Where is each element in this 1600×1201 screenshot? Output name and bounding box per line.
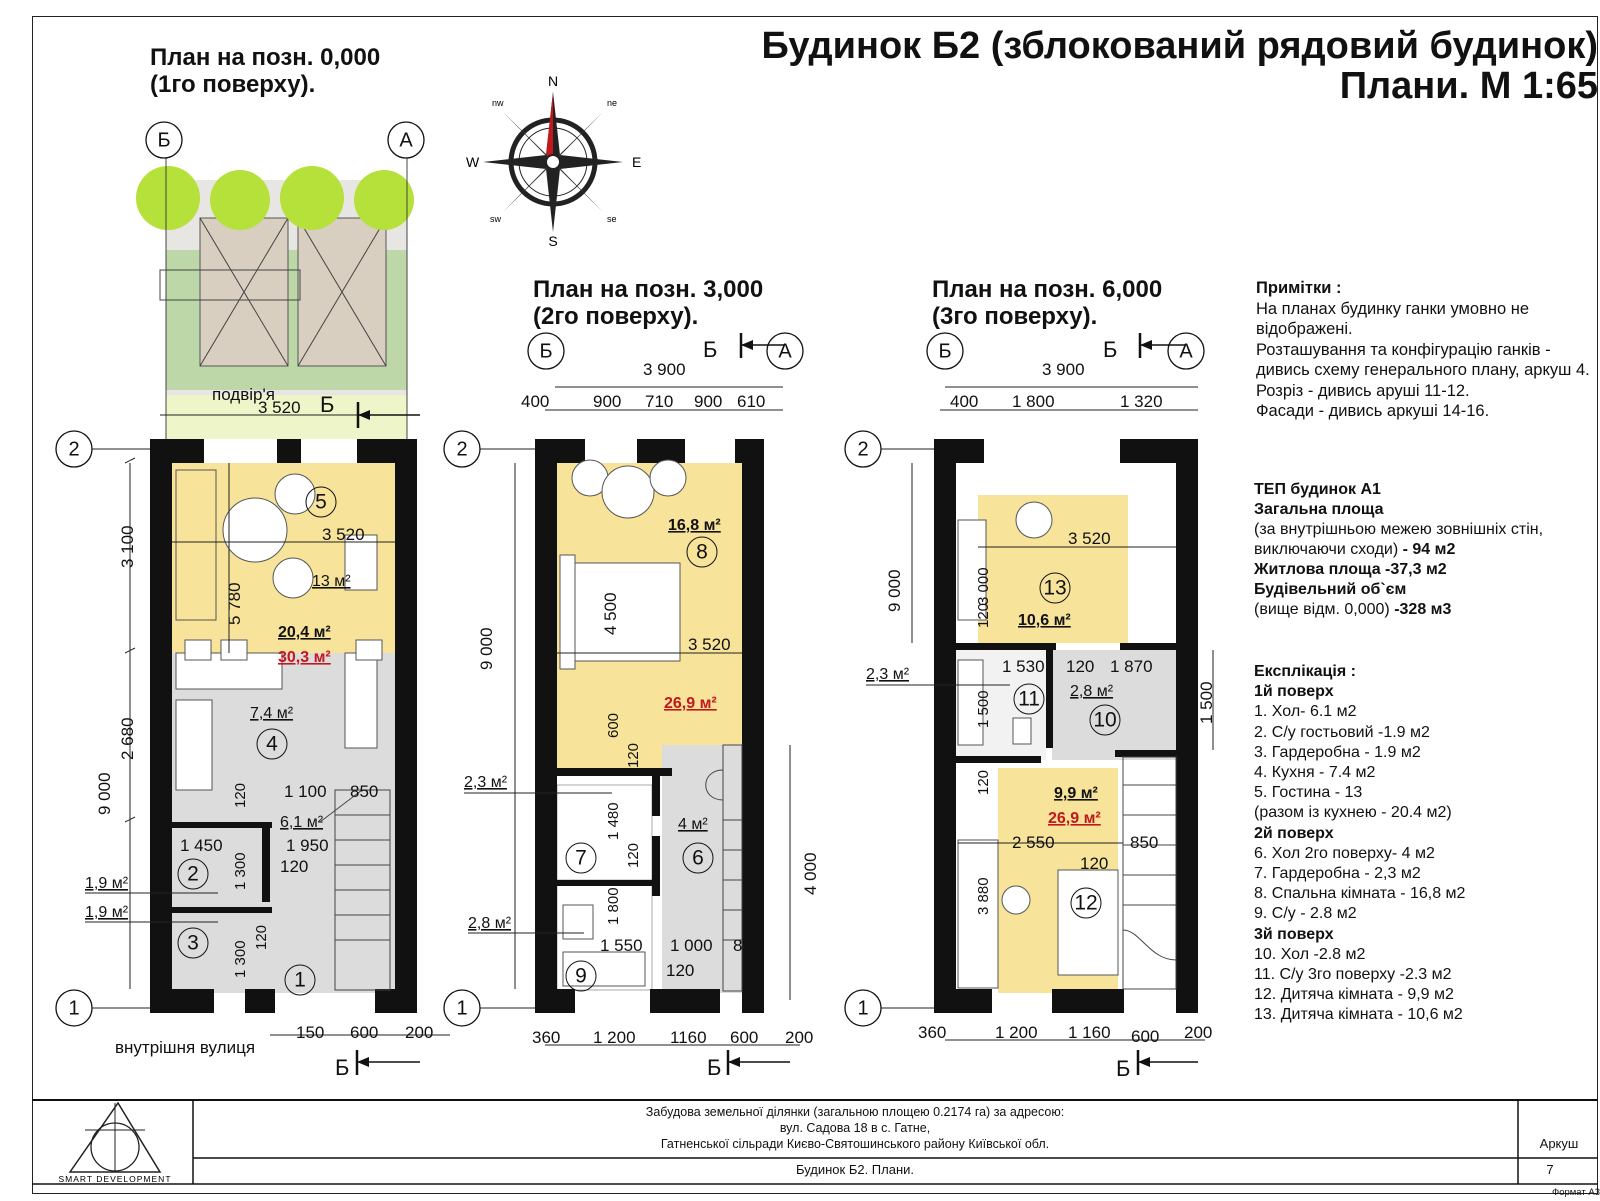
plan1-title-l1: План на позн. 0,000 [150, 44, 381, 71]
plan2-dim-3520: 3 520 [688, 635, 731, 654]
plan1-area-living: 20,4 м² [278, 624, 331, 641]
section-mark-p3-bottom: Б [1116, 1056, 1131, 1081]
plan2-dim-1800: 1 800 [605, 887, 622, 925]
smart-development-logo [58, 1103, 171, 1184]
axis-a: А [399, 129, 413, 152]
plan3-dim-120d: 120 [1080, 854, 1109, 873]
plan3-dim-1500a: 1 500 [975, 690, 992, 728]
plan1-dim-1450: 1 450 [180, 836, 223, 855]
paper-format: Формат А3 [1551, 1187, 1600, 1198]
plan2-dim-900a: 900 [593, 392, 622, 411]
plan3-dim-b1200: 1 200 [995, 1023, 1038, 1042]
compass-e: E [632, 154, 642, 170]
stairs-3 [1123, 757, 1176, 989]
tree-icon [136, 166, 200, 230]
plan3-area-11: 2,3 м² [866, 666, 910, 683]
room-4: 4 [266, 732, 278, 756]
plan3-title-l2: (3го поверху). [932, 303, 1098, 330]
plan3-dim-850: 850 [1130, 833, 1159, 852]
axis-2-plan3: 2 [857, 438, 869, 461]
compass-s: S [548, 233, 558, 249]
axis-b-plan3: Б [938, 340, 952, 363]
plan3-dim-400: 400 [950, 392, 979, 411]
axis-1-plan1: 1 [68, 997, 80, 1020]
plan2-dim-b360: 360 [532, 1028, 561, 1047]
floor-heading: 1й поверх [1254, 683, 1334, 701]
notes-heading: Примітки : [1256, 279, 1342, 297]
plan1-area-1: 6,1 м² [280, 814, 324, 831]
section-mark-p3-top: Б [1103, 337, 1118, 362]
plan3-area-10: 2,8 м² [1070, 683, 1114, 700]
note-line: На планах будинку ганки умовно не відображені. [1256, 299, 1529, 338]
axis-a-plan3: А [1179, 340, 1193, 363]
plan2-dim-610: 610 [737, 392, 766, 411]
plan2-area-total: 26,9 м² [664, 695, 717, 712]
room-2: 2 [187, 862, 199, 886]
plan1-dim-1950: 1 950 [286, 836, 329, 855]
room-6: 6 [692, 846, 704, 870]
plan2-dim-120b: 120 [625, 842, 642, 868]
explication-item: 1. Хол- 6.1 м2 [1254, 703, 1357, 721]
plan1-dim-3100: 3 100 [118, 525, 137, 568]
title-line1: Будинок Б2 (зблокований рядовий будинок) [761, 25, 1598, 67]
explication-item: 4. Кухня - 7.4 м2 [1254, 764, 1376, 782]
project-description [200, 1104, 1510, 1152]
plan1-dim-b200: 200 [405, 1023, 434, 1042]
compass-ne: ne [607, 98, 618, 108]
explication-item: (разом із кухнею - 20.4 м2) [1254, 804, 1452, 822]
plan2-dim-1550: 1 550 [600, 936, 643, 955]
plan1-dim-120c: 120 [253, 924, 270, 950]
explication-item: 8. Спальна кімната - 16,8 м2 [1254, 885, 1466, 903]
plan3-dim-3000: 3 000 [975, 567, 992, 605]
section-mark-p1-bottom: Б [335, 1055, 350, 1080]
plan3-title-l1: План на позн. 6,000 [932, 276, 1163, 303]
sheet-label: Аркуш [1539, 1136, 1579, 1151]
compass-se: se [607, 214, 617, 224]
plan2-title-l1: План на позн. 3,000 [533, 276, 764, 303]
note-line: Розріз - дивись аруші 11-12. [1256, 381, 1470, 400]
compass-sw: sw [490, 214, 501, 224]
plan1-area-4: 7,4 м² [250, 705, 294, 722]
plan1-dim-850: 850 [350, 782, 379, 801]
tep-volume-label: Будівельний об`єм [1254, 581, 1407, 598]
tree-icon [280, 166, 344, 230]
plan3-dim-1800: 1 800 [1012, 392, 1055, 411]
compass-n: N [547, 73, 559, 89]
plan1-area-5: 13 м² [312, 573, 351, 590]
plan2-dim-b1160: 1160 [670, 1028, 707, 1047]
plan2-dim-b200: 200 [785, 1028, 814, 1047]
plan1-dim-5780: 5 780 [225, 582, 244, 625]
plan3-dim-3520: 3 520 [1068, 529, 1111, 548]
sheet-number: 7 [1546, 1162, 1554, 1177]
plan1-dim-b600: 600 [350, 1023, 379, 1042]
tep-total-label: Загальна площа [1254, 501, 1384, 518]
plan3-dim-b1160: 1 160 [1068, 1023, 1111, 1042]
explication-heading: Експлікація : [1254, 663, 1356, 680]
plan3-area-13: 10,6 м² [1018, 612, 1071, 629]
plan1-dim-1300a: 1 300 [232, 852, 249, 890]
plan3-dim-1500b: 1 500 [1197, 681, 1216, 724]
room-7: 7 [575, 846, 587, 870]
plan3-dim-3880: 3 880 [975, 877, 992, 915]
plan2 [464, 360, 820, 1047]
tree-icon [210, 170, 270, 230]
project-desc-l3: Гатненської сільради Києво-Святошинського району Київської обл. [660, 1137, 1050, 1151]
tep-volume-value: -328 м3 [1394, 601, 1452, 618]
tep-living: Житлова площа -37,3 м2 [1254, 561, 1447, 578]
explication-item: 2. С/у гостьовий -1.9 м2 [1254, 723, 1430, 741]
courtyard-label: подвір'я [212, 385, 275, 404]
plan2-dim-120c: 120 [666, 961, 695, 980]
plan1-area-3: 1,9 м² [85, 904, 129, 921]
plan1-dim-b150: 150 [296, 1023, 325, 1042]
plan2-dim-710: 710 [645, 392, 674, 411]
plan3 [866, 360, 1216, 1046]
project-desc-l1: Забудова земельної ділянки (загальною площею 0.2174 га) за адресою: [645, 1105, 1065, 1119]
room-8: 8 [696, 540, 708, 564]
section-mark-p1-top: Б [320, 392, 335, 417]
plan3-dim-top: 3 900 [1042, 360, 1085, 379]
explication-item: 11. С/у 3го поверху -2.3 м2 [1254, 966, 1452, 984]
tep-heading: ТЕП будинок А1 [1254, 481, 1381, 498]
plan2-dim-120a: 120 [625, 742, 642, 768]
room-5: 5 [315, 490, 327, 514]
room-9: 9 [575, 964, 587, 988]
axis-2-plan1: 2 [68, 438, 80, 461]
plan1 [85, 150, 450, 1057]
tree-icon [354, 170, 414, 230]
plan1-dim-1300b: 1 300 [232, 940, 249, 978]
plan2-dim-1000: 1 000 [670, 936, 713, 955]
compass-nw: nw [492, 98, 504, 108]
floor-heading: 3й поверх [1254, 925, 1334, 943]
plan3-dim-120b: 120 [1066, 657, 1095, 676]
plan2-dim-b1200: 1 200 [593, 1028, 636, 1047]
explication-item: 6. Хол 2го поверху- 4 м2 [1254, 844, 1435, 862]
room-10: 10 [1093, 708, 1117, 732]
plan2-area-9: 2,8 м² [468, 915, 512, 932]
notes-block [1256, 278, 1596, 422]
plan1-dim-2680: 2 680 [118, 717, 137, 760]
tep-total-value: - 94 м2 [1402, 541, 1456, 558]
floor-heading: 2й поверх [1254, 824, 1334, 842]
project-desc-l2: вул. Садова 18 в с. Гатне, [779, 1121, 931, 1135]
axis-a-plan2: А [778, 340, 792, 363]
plan3-dim-b600: 600 [1131, 1027, 1160, 1046]
room-12: 12 [1074, 891, 1098, 915]
tep-block [1254, 480, 1594, 620]
plan3-dim-120c: 120 [975, 769, 992, 795]
explication-item: 3. Гардеробна - 1.9 м2 [1254, 743, 1421, 761]
note-line: Розташування та конфігурацію ганків - дивись схему генерального плану, аркуш 4. [1256, 340, 1590, 379]
title-line2: Плани. М 1:65 [1339, 65, 1598, 107]
plan1-title-l2: (1го поверху). [150, 71, 316, 98]
section-mark-p2-top: Б [703, 337, 718, 362]
plan3-dim-b360: 360 [918, 1023, 947, 1042]
compass-rose-icon [466, 73, 641, 249]
plan3-dim-1870: 1 870 [1110, 657, 1153, 676]
plan2-dim-400: 400 [521, 392, 550, 411]
plan2-area-6: 4 м² [678, 816, 708, 833]
plan2-dim-4500: 4 500 [601, 592, 620, 635]
plan2-dim-1480: 1 480 [605, 802, 622, 840]
axis-2-plan2: 2 [456, 438, 468, 461]
plan1-area-total: 30,3 м² [278, 649, 331, 666]
explication-item: 5. Гостина - 13 [1254, 784, 1363, 802]
room-1: 1 [294, 968, 306, 992]
plan3-area-total: 26,9 м² [1048, 810, 1101, 827]
plan2-area-8: 16,8 м² [668, 517, 721, 534]
plan1-dim-width: 3 520 [258, 398, 301, 417]
plan2-dim-4000: 4 000 [801, 852, 820, 895]
explication-item: 7. Гардеробна - 2,3 м2 [1254, 865, 1421, 883]
axis-b: Б [157, 129, 171, 152]
plan2-dim-850: 850 [733, 936, 762, 955]
plan3-area-12: 9,9 м² [1054, 785, 1098, 802]
plan2-dim-9000: 9 000 [477, 627, 496, 670]
sheet-name: Будинок Б2. Плани. [795, 1162, 915, 1177]
explication-block [1254, 662, 1594, 1026]
plan1-dim-9000: 9 000 [95, 772, 114, 815]
room-11: 11 [1018, 687, 1040, 711]
compass-w: W [466, 154, 480, 170]
plan1-dim-1100: 1 100 [284, 782, 327, 801]
tep-total-note: (за внутрішньою межею зовнішніх стін, виключаючи сходи) [1254, 521, 1544, 558]
explication-item: 9. С/у - 2.8 м2 [1254, 905, 1357, 923]
plan2-dim-b600: 600 [730, 1028, 759, 1047]
explication-item: 12. Дитяча кімната - 9,9 м2 [1254, 986, 1454, 1004]
axis-1-plan2: 1 [456, 997, 468, 1020]
plan2-dim-top: 3 900 [643, 360, 686, 379]
plan3-dim-b200: 200 [1184, 1023, 1213, 1042]
logo-text: SMART DEVELOPMENT [58, 1174, 172, 1184]
plan2-title-l2: (2го поверху). [533, 303, 699, 330]
plan1-dim-3520: 3 520 [322, 525, 365, 544]
plan1-dim-120a: 120 [232, 782, 249, 808]
explication-item: 13. Дитяча кімната - 10,6 м2 [1254, 1006, 1463, 1024]
plan3-dim-120a: 120 [975, 602, 992, 628]
explication-item: 10. Хол -2.8 м2 [1254, 945, 1366, 963]
plan3-dim-9000: 9 000 [885, 569, 904, 612]
tep-volume-note: (вище відм. 0,000) [1254, 601, 1390, 618]
section-mark-p2-bottom: Б [707, 1055, 722, 1080]
plan3-dim-2550: 2 550 [1012, 833, 1055, 852]
axis-1-plan3: 1 [857, 997, 869, 1020]
axis-b-plan2: Б [539, 340, 553, 363]
plan3-dim-1320: 1 320 [1120, 392, 1163, 411]
room-13: 13 [1043, 576, 1067, 600]
note-line: Фасади - дивись аркуші 14-16. [1256, 402, 1490, 420]
plan2-area-7: 2,3 м² [464, 774, 508, 791]
plan2-dim-900b: 900 [694, 392, 723, 411]
plan2-dim-600: 600 [605, 712, 622, 738]
plan1-area-2: 1,9 м² [85, 875, 129, 892]
plan1-dim-120b: 120 [280, 857, 309, 876]
plan3-dim-1530: 1 530 [1002, 657, 1045, 676]
street-label: внутрішня вулиця [115, 1038, 256, 1057]
room-3: 3 [187, 931, 199, 955]
